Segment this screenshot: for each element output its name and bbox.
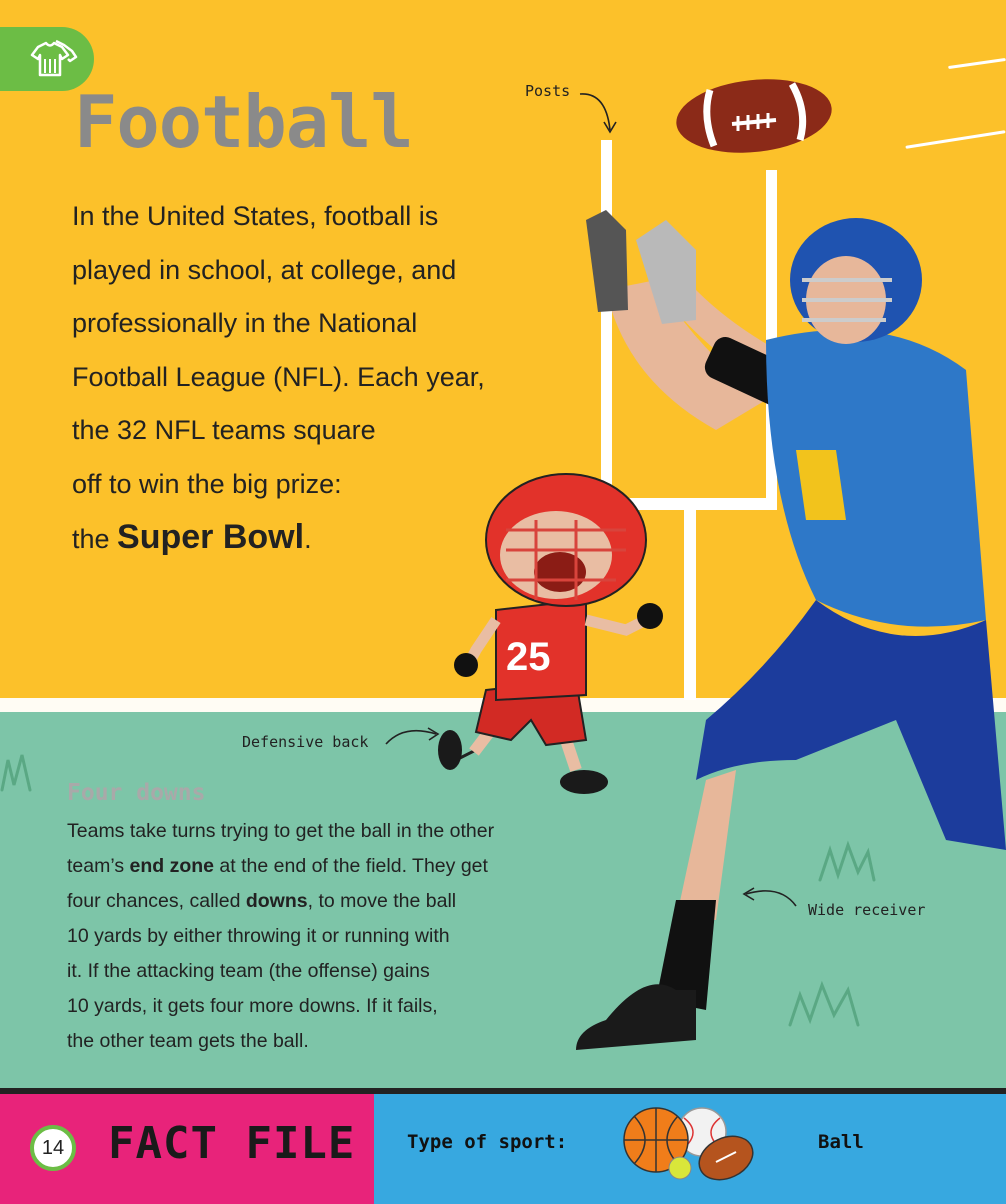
jerseys-icon <box>30 39 80 79</box>
fact-file-title: FACT FILE <box>108 1118 356 1169</box>
body-line <box>67 884 567 919</box>
body-line: 10 yards, it gets four more downs. If it fails, <box>67 995 438 1017</box>
intro-line: In the United States, football is <box>72 201 439 231</box>
type-of-sport-label: Type of sport: <box>407 1131 568 1153</box>
super-bowl-text: Super Bowl <box>117 518 305 556</box>
end-zone-term: end zone <box>129 855 215 877</box>
defensive-back-arrow <box>384 722 444 752</box>
body-text-segment: four chances, called <box>67 890 246 912</box>
intro-line: off to win the big prize: <box>72 468 342 499</box>
wide-receiver-arrow <box>740 882 800 912</box>
intro-line: played in school, at college, and <box>72 254 457 285</box>
page-title: Football <box>74 80 413 164</box>
defensive-back-cartoon <box>436 470 666 800</box>
downs-term: downs <box>245 890 308 912</box>
intro-line: the 32 NFL teams square <box>72 415 376 445</box>
four-downs-heading: Four downs <box>67 780 206 806</box>
body-line: it. If the attacking team (the offense) gains <box>67 960 430 982</box>
body-text-segment: at the end of the field. They get <box>214 855 488 877</box>
type-of-sport-value: Ball <box>818 1131 864 1153</box>
page-number: 14 <box>30 1125 76 1171</box>
body-line: the other team gets the ball. <box>67 1030 309 1052</box>
sports-balls-icon <box>622 1104 762 1184</box>
body-line <box>67 849 567 884</box>
body-text-segment: , to move the ball <box>307 890 457 912</box>
four-downs-paragraph <box>67 814 567 1059</box>
intro-line: Football League (NFL). Each year, <box>72 361 485 392</box>
defensive-back-label: Defensive back <box>242 733 369 751</box>
body-line: Teams take turns trying to get the ball in the other <box>67 820 495 842</box>
intro-suffix: . <box>304 524 312 554</box>
posts-label: Posts <box>525 82 571 100</box>
jersey-number: 25 <box>506 635 551 679</box>
posts-arrow <box>576 88 636 138</box>
wide-receiver-label: Wide receiver <box>808 901 926 919</box>
football-icon <box>674 76 834 156</box>
intro-prefix: the <box>72 524 118 554</box>
body-text-segment: team’s <box>67 855 130 877</box>
intro-line: professionally in the National <box>72 308 418 338</box>
body-line: 10 yards by either throwing it or running with <box>67 925 450 947</box>
